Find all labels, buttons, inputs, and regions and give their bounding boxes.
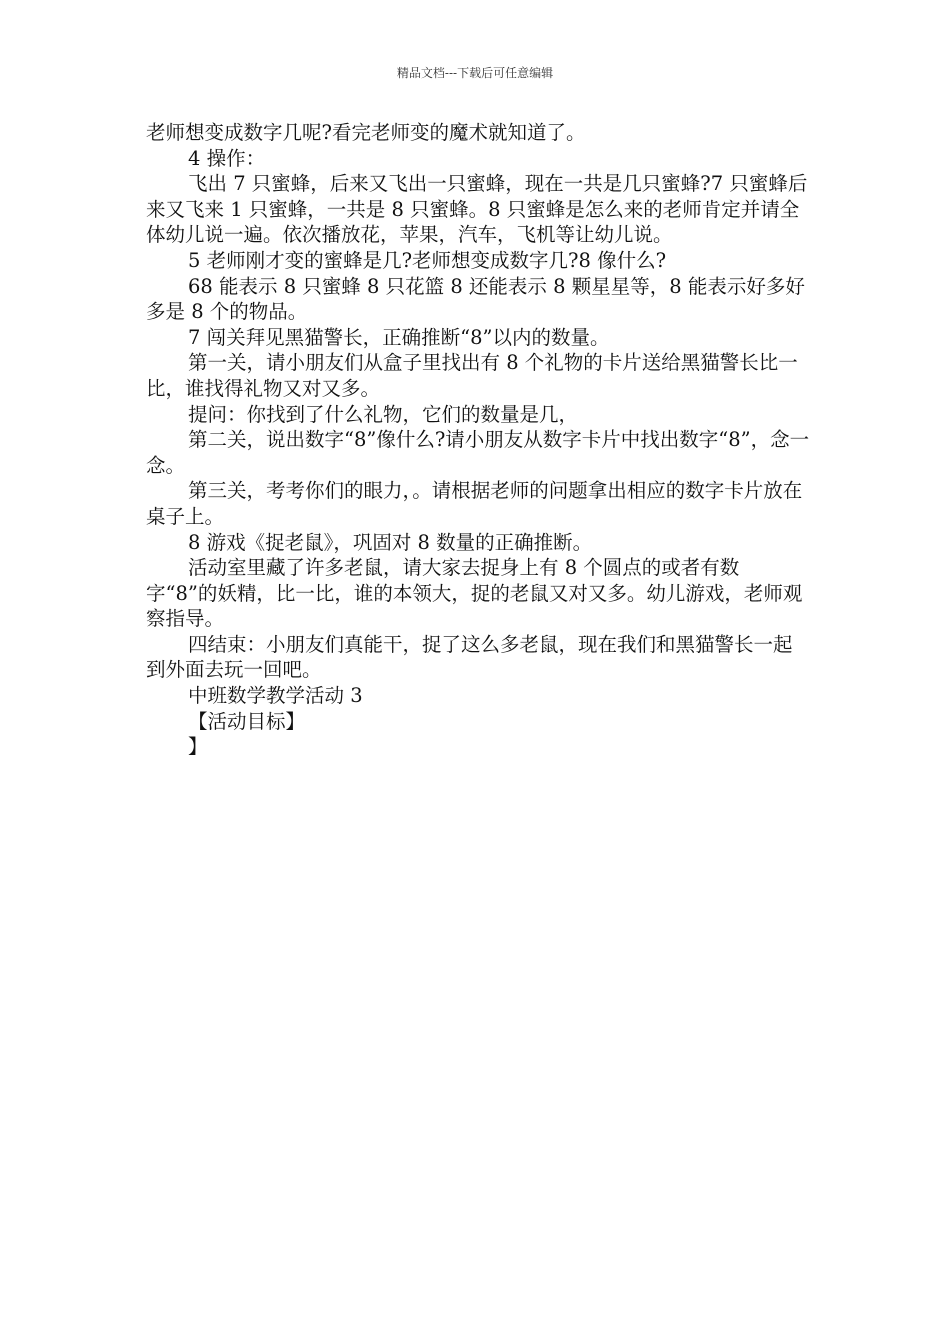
page-header: 精品文档---下载后可任意编辑 — [396, 66, 554, 80]
paragraph-7: 第一关，请小朋友们从盒子里找出有 8 个礼物的卡片送给黑猫警长比一比，谁找得礼物又对又多。 — [146, 351, 798, 400]
paragraph-2: 4 操作： — [188, 146, 266, 170]
document-body — [146, 120, 810, 760]
paragraph-13: 四结束：小朋友们真能干，捉了这么多老鼠，现在我们和黑猫警长一起到外面去玩一回吧。 — [146, 632, 793, 682]
paragraph-5: 68 能表示 8 只蜜蜂 8 只花篮 8 还能表示 8 颗星星等，8 能表示好多好多是 8 个的物品。 — [146, 274, 805, 324]
paragraph-4: 5 老师刚才变的蜜蜂是几?老师想变成数字几?8 像什么? — [188, 248, 667, 272]
paragraph-10: 第三关，考考你们的眼力，。请根据老师的问题拿出相应的数字卡片放在桌子上。 — [146, 479, 803, 528]
paragraph-3: 飞出 7 只蜜蜂，后来又飞出一只蜜蜂，现在一共是几只蜜蜂?7 只蜜蜂后来又飞来 1 只蜜蜂，一共是 8 只蜜蜂。8 只蜜蜂是怎么来的老师肯定并请全体幼儿说一遍。依次播放花，苹果，汽车，飞机等让幼儿说。 — [146, 172, 808, 247]
paragraph-1: 老师想变成数字几呢?看完老师变的魔术就知道了。 — [146, 121, 586, 144]
paragraph-11: 8 游戏《捉老鼠》，巩固对 8 数量的正确推断。 — [188, 530, 593, 554]
paragraph-12: 活动室里藏了许多老鼠，请大家去捉身上有 8 个圆点的或者有数字“8”的妖精，比一比，谁的本领大，捉的老鼠又对又多。幼儿游戏，老师观察指导。 — [146, 556, 803, 631]
paragraph-6: 7 闯关拜见黑猫警长，正确推断“8”以内的数量。 — [188, 325, 610, 349]
subsection-heading: 【活动目标】 — [188, 709, 306, 733]
paragraph-9: 第二关，说出数字“8”像什么?请小朋友从数字卡片中找出数字“8”，念一念。 — [146, 428, 810, 477]
paragraph-8: 提问：你找到了什么礼物，它们的数量是几， — [188, 402, 579, 426]
closing-bracket: 】 — [188, 735, 208, 759]
section-heading: 中班数学教学活动 3 — [188, 684, 363, 708]
